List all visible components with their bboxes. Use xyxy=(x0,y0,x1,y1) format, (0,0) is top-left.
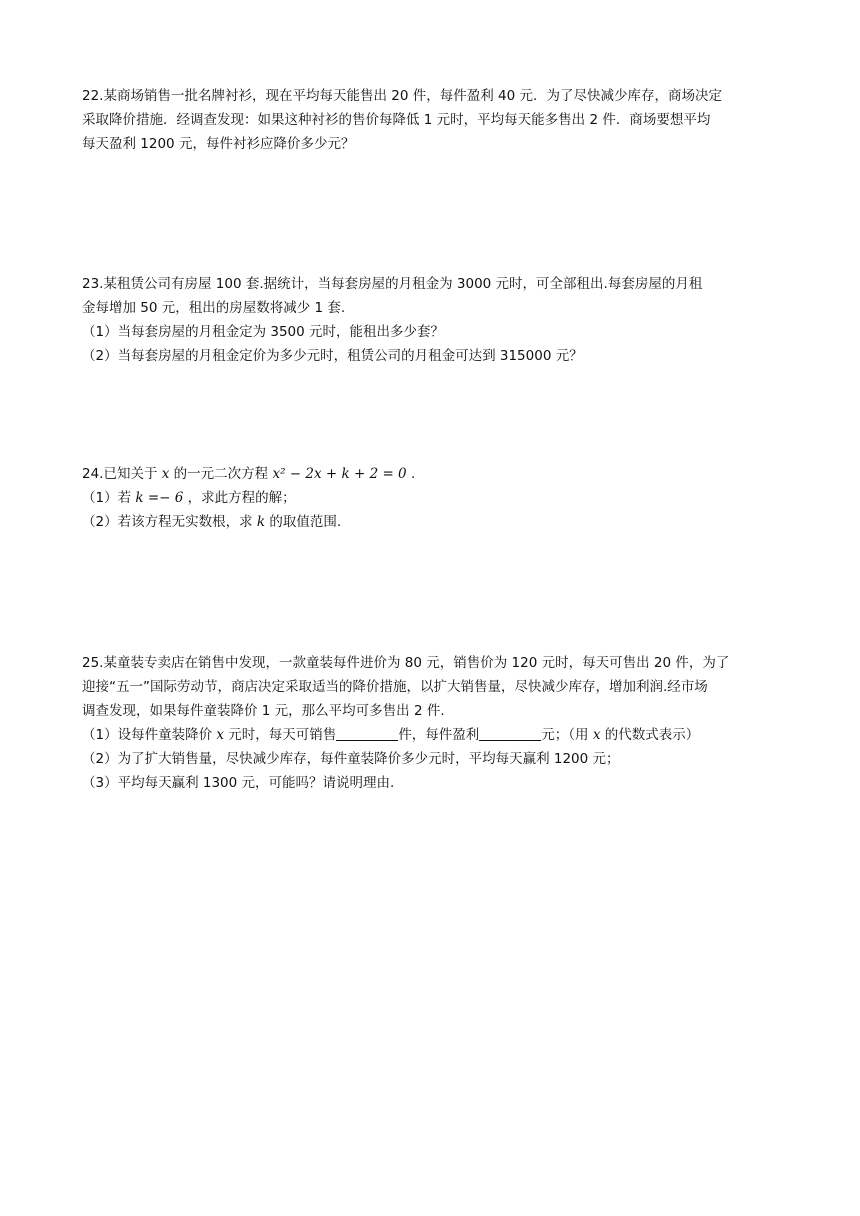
problem-24-q1-suffix: ，求此方程的解； xyxy=(183,490,296,506)
problem-23-line-2: 金每增加 50 元，租出的房屋数将减少 1 套. xyxy=(82,300,346,316)
problem-24-q2-prefix: （2）若该方程无实数根，求 xyxy=(82,514,257,530)
problem-23-question-2: （2）当每套房屋的月租金定价为多少元时，租赁公司的月租金可达到 315000 元？ xyxy=(82,348,583,364)
variable-k: k xyxy=(256,514,266,530)
problem-24-q1-prefix: （1）若 xyxy=(82,490,136,506)
problem-25-q1-part-e: 的代数式表示） xyxy=(600,727,700,743)
problem-25-q1-part-d: 元；（用 xyxy=(541,727,593,743)
problem-25-question-2: （2）为了扩大销售量，尽快减少库存，每件童装降价多少元时，平均每天赢利 1200 元； xyxy=(82,751,620,767)
problem-24 xyxy=(82,462,782,534)
problem-25-q1-part-c: 件，每件盈利 xyxy=(398,727,480,743)
problem-25-q1-part-a: （1）设每件童装降价 xyxy=(82,727,217,743)
problem-25-question-1 xyxy=(82,723,782,747)
problem-24-question-1 xyxy=(82,486,782,510)
problem-24-intro-suffix: . xyxy=(406,466,416,482)
problem-24-question-2 xyxy=(82,510,782,534)
variable-x: x xyxy=(216,727,225,743)
problem-23 xyxy=(82,272,782,368)
variable-x: x xyxy=(592,727,601,743)
problem-23-question-1: （1）当每套房屋的月租金定为 3500 元时，能租出多少套？ xyxy=(82,324,445,340)
answer-blank-quantity[interactable] xyxy=(336,726,398,741)
problem-22-line-3: 每天盈利 1200 元，每件衬衫应降价多少元？ xyxy=(82,136,355,152)
problem-24-intro-prefix: 24.已知关于 xyxy=(82,466,162,482)
answer-blank-profit[interactable] xyxy=(479,726,541,741)
problem-25 xyxy=(82,651,782,795)
problem-25-question-3: （3）平均每天赢利 1300 元，可能吗？请说明理由. xyxy=(82,775,395,791)
k-value-expression: k =− 6 xyxy=(135,490,184,506)
problem-22-line-1: 22.某商场销售一批名牌衬衫，现在平均每天能售出 20 件，每件盈利 40 元．为了尽快减少库存，商场决定 xyxy=(82,88,722,104)
problem-25-q1-part-b: 元时，每天可销售 xyxy=(224,727,337,743)
problem-25-line-3: 调查发现，如果每件童装降价 1 元，那么平均可多售出 2 件. xyxy=(82,703,445,719)
problem-24-intro-mid: 的一元二次方程 xyxy=(169,466,273,482)
problem-24-q2-suffix: 的取值范围. xyxy=(265,514,342,530)
problem-25-line-1: 25.某童装专卖店在销售中发现，一款童装每件进价为 80 元，销售价为 120 元时，每天可售出 20 件，为了 xyxy=(82,655,730,671)
variable-x: x xyxy=(161,466,170,482)
problem-23-line-1: 23.某租赁公司有房屋 100 套.据统计，当每套房屋的月租金为 3000 元时，可全部租出.每套房屋的月租 xyxy=(82,276,703,292)
problem-24-intro xyxy=(82,462,782,486)
problem-25-line-2: 迎接“五一”国际劳动节，商店决定采取适当的降价措施，以扩大销售量，尽快减少库存，增加利润.经市场 xyxy=(82,679,708,695)
problem-22-line-2: 采取降价措施．经调查发现：如果这种衬衫的售价每降低 1 元时，平均每天能多售出 2 件．商场要想平均 xyxy=(82,112,711,128)
problem-22 xyxy=(82,84,782,156)
quadratic-equation: x² − 2x + k + 2 = 0 xyxy=(272,466,407,482)
